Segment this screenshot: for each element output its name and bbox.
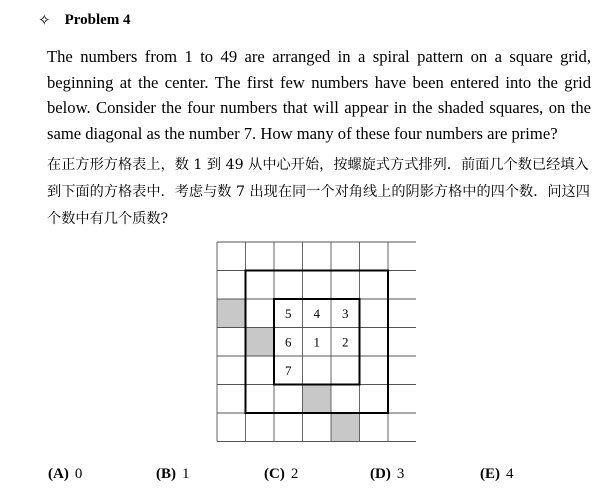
problem-heading <box>38 11 131 30</box>
grid-number: 6 <box>285 334 292 350</box>
choice-value: 0 <box>74 466 83 482</box>
choice-value: 3 <box>396 466 405 482</box>
grid-number: 4 <box>313 305 320 321</box>
choice-value: 4 <box>506 466 514 482</box>
choice-letter: (E) <box>480 466 500 482</box>
shaded-cell <box>246 328 275 357</box>
grid-number: 3 <box>342 305 349 321</box>
choice-letter: (B) <box>156 466 176 482</box>
choice-letter: (D) <box>370 466 391 482</box>
problem-text-chinese: 在正方形方格表上，数 1 到 49 从中心开始，按螺旋式方式排列．前面几个数已经填入到下面的方格表中．考虑与数 7 出现在同一个对角线上的阴影方格中的四个数．问这四个数中有几个质数? <box>47 157 590 227</box>
grid-number: 2 <box>342 334 349 350</box>
choice-a[interactable] <box>48 466 156 483</box>
choice-letter: (A) <box>48 466 69 482</box>
shaded-cell <box>331 413 360 442</box>
spiral-grid <box>216 241 416 443</box>
choice-c[interactable] <box>264 466 370 483</box>
choice-d[interactable] <box>370 466 480 483</box>
diamond-icon: ✧ <box>38 13 51 29</box>
problem-text-english: The numbers from 1 to 49 are arranged in a spiral pattern on a square grid, beginning at the center. The first few numbers have been entered into the grid below. Consider the four numbers that will appear in the shaded squares, on the same diagonal as the number 7. How many of these four numbers are prime? <box>47 47 591 143</box>
choice-b[interactable] <box>156 466 264 483</box>
grid-number: 7 <box>285 362 292 378</box>
grid-number: 5 <box>285 305 292 321</box>
choice-letter: (C) <box>264 466 285 482</box>
answer-choices <box>48 466 588 483</box>
shaded-cell <box>303 385 332 414</box>
problem-title: Problem 4 <box>64 12 131 28</box>
grid-number: 1 <box>313 334 320 350</box>
choice-e[interactable] <box>480 466 514 483</box>
choice-value: 1 <box>182 466 190 482</box>
choice-value: 2 <box>290 466 299 482</box>
shaded-cell <box>217 299 246 328</box>
